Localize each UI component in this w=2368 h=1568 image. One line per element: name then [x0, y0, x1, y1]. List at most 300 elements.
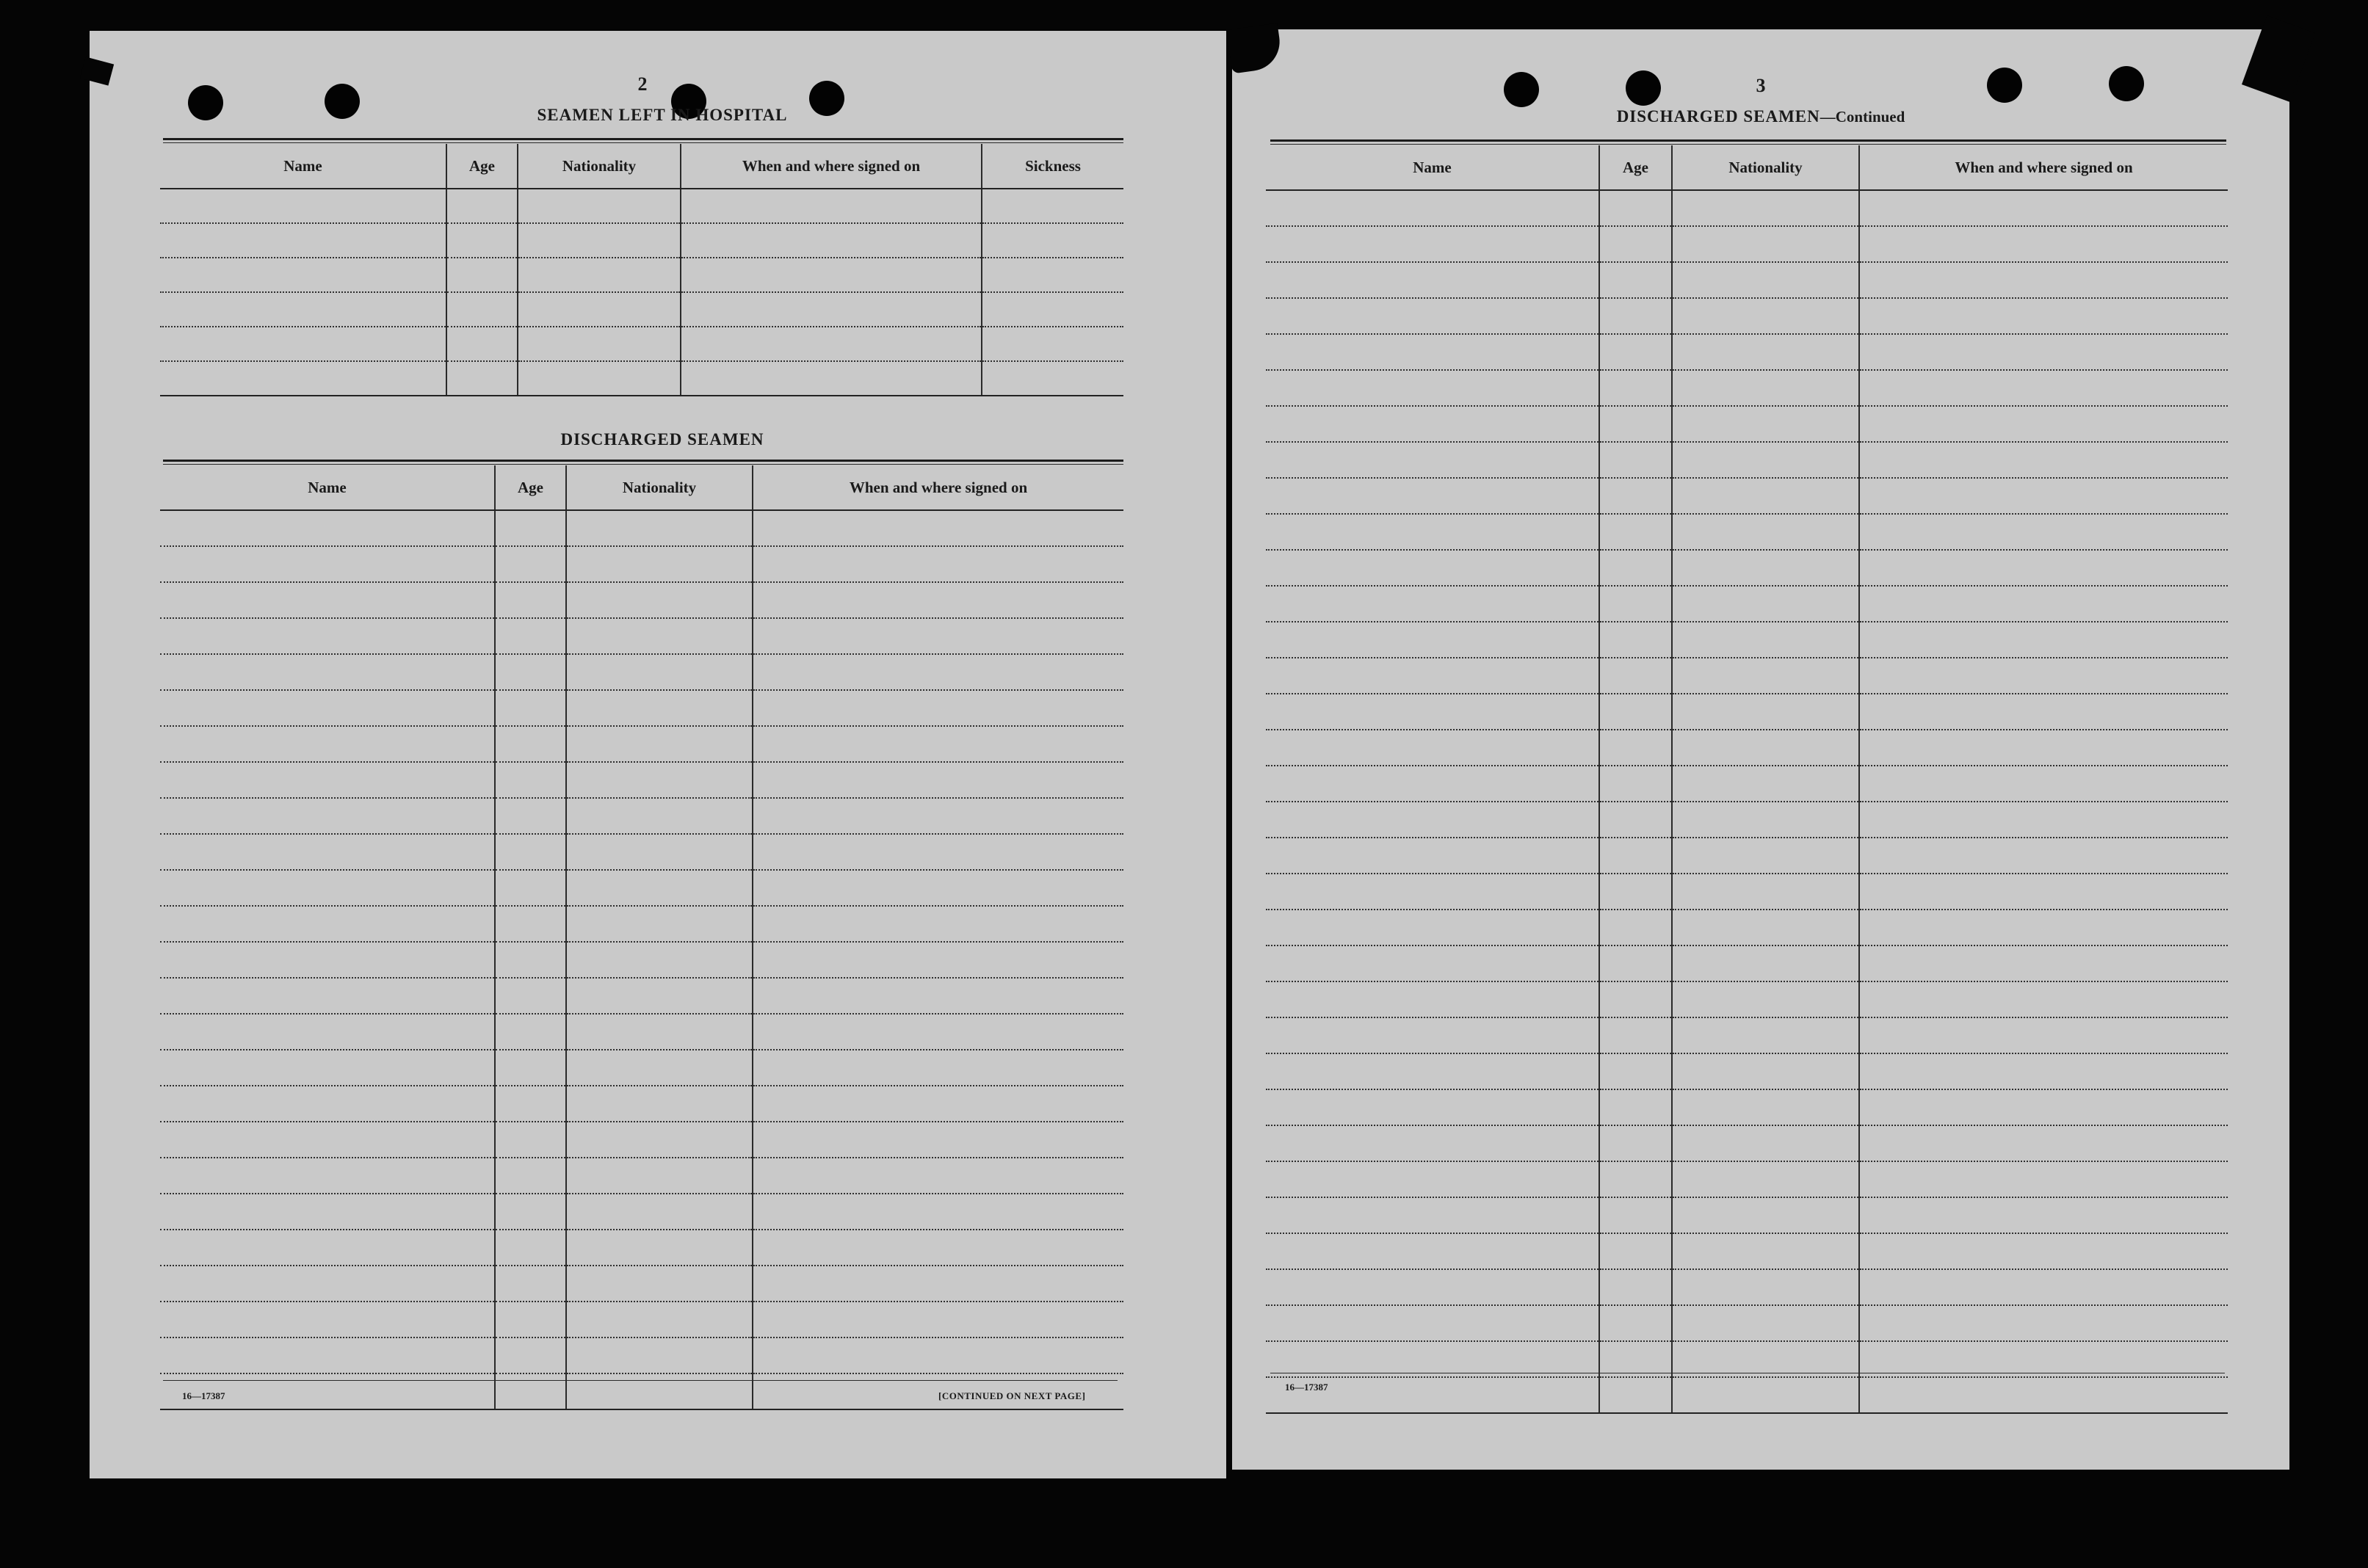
blank-cell [1672, 910, 1859, 945]
blank-cell [495, 1086, 566, 1122]
blank-cell [160, 223, 446, 258]
blank-cell [1672, 658, 1859, 694]
blank-cell [1266, 1017, 1599, 1053]
blank-cell [160, 1194, 495, 1230]
blank-cell [1599, 298, 1672, 334]
blank-cell [1859, 1269, 2228, 1305]
blank-cell [566, 1302, 753, 1337]
blank-cell [495, 762, 566, 798]
punch-hole [2109, 66, 2144, 101]
table-row [1266, 1017, 2228, 1053]
table-row [160, 618, 1123, 654]
table-row [160, 726, 1123, 762]
heading-rule-thin [1270, 144, 2226, 145]
blank-cell [1266, 1125, 1599, 1161]
blank-cell [753, 834, 1123, 870]
blank-cell [1266, 1233, 1599, 1269]
blank-cell [1859, 766, 2228, 802]
blank-cell [1672, 874, 1859, 910]
blank-cell [446, 361, 518, 396]
blank-cell [160, 1302, 495, 1337]
table-row [1266, 1125, 2228, 1161]
table-row [1266, 874, 2228, 910]
blank-cell [982, 258, 1123, 292]
blank-cell [1672, 406, 1859, 442]
blank-cell [160, 510, 495, 546]
blank-cell [1599, 442, 1672, 478]
blank-cell [1599, 226, 1672, 262]
blank-cell [160, 690, 495, 726]
blank-cell [1859, 586, 2228, 622]
blank-cell [1672, 370, 1859, 406]
blank-cell [495, 510, 566, 546]
blank-cell [495, 1014, 566, 1050]
blank-cell [160, 834, 495, 870]
blank-cell [495, 1337, 566, 1373]
blank-cell [566, 798, 753, 834]
table-row [160, 223, 1123, 258]
table-row [1266, 1053, 2228, 1089]
blank-cell [495, 546, 566, 582]
table-row [160, 582, 1123, 618]
blank-cell [1859, 406, 2228, 442]
table-row [1266, 658, 2228, 694]
blank-cell [982, 223, 1123, 258]
col-header-age: Age [446, 144, 518, 189]
blank-cell [495, 942, 566, 978]
blank-cell [566, 1014, 753, 1050]
blank-cell [1672, 1161, 1859, 1197]
blank-cell [1266, 1053, 1599, 1089]
table-row [1266, 550, 2228, 586]
blank-cell [1266, 370, 1599, 406]
table-row [160, 690, 1123, 726]
col-header-nationality: Nationality [1672, 145, 1859, 190]
table-row [160, 361, 1123, 396]
table-row [160, 870, 1123, 906]
blank-cell [1266, 802, 1599, 838]
table-row [1266, 910, 2228, 945]
blank-cell [495, 1266, 566, 1302]
table-row [1266, 442, 2228, 478]
blank-cell [566, 546, 753, 582]
blank-cell [160, 258, 446, 292]
table-row [1266, 622, 2228, 658]
blank-cell [160, 618, 495, 654]
blank-cell [160, 361, 446, 396]
table-row [1266, 298, 2228, 334]
blank-cell [1266, 190, 1599, 226]
col-header-name: Name [1266, 145, 1599, 190]
blank-cell [1859, 1341, 2228, 1377]
blank-cell [1859, 1161, 2228, 1197]
blank-cell [753, 798, 1123, 834]
blank-cell [160, 1337, 495, 1373]
col-header-age: Age [1599, 145, 1672, 190]
blank-cell [1266, 1089, 1599, 1125]
blank-cell [1599, 514, 1672, 550]
footer-rule [163, 1380, 1118, 1381]
blank-cell [566, 582, 753, 618]
table-row [1266, 1089, 2228, 1125]
blank-cell [160, 1050, 495, 1086]
blank-cell [1672, 442, 1859, 478]
blank-cell [518, 292, 681, 327]
blank-cell [1266, 910, 1599, 945]
table-row [160, 1337, 1123, 1373]
blank-cell [753, 978, 1123, 1014]
blank-cell [753, 1266, 1123, 1302]
blank-cell [1266, 550, 1599, 586]
blank-cell [982, 327, 1123, 361]
punch-hole [325, 84, 360, 119]
blank-cell [1599, 406, 1672, 442]
blank-cell [753, 906, 1123, 942]
blank-cell [1266, 1305, 1599, 1341]
blank-cell [1266, 298, 1599, 334]
blank-cell [1672, 226, 1859, 262]
right-page [1232, 29, 2289, 1470]
table-row [1266, 478, 2228, 514]
blank-cell [160, 546, 495, 582]
table-row [160, 292, 1123, 327]
blank-cell [1672, 1017, 1859, 1053]
blank-cell [566, 978, 753, 1014]
blank-cell [1859, 1197, 2228, 1233]
blank-cell [1672, 550, 1859, 586]
blank-cell [446, 292, 518, 327]
hospital-section-title: SEAMEN LEFT IN HOSPITAL [537, 106, 788, 124]
blank-cell [566, 510, 753, 546]
blank-cell [1599, 262, 1672, 298]
blank-cell [160, 1158, 495, 1194]
blank-cell [1599, 550, 1672, 586]
blank-cell [1672, 1197, 1859, 1233]
blank-cell [753, 1158, 1123, 1194]
blank-cell [1859, 262, 2228, 298]
blank-cell [1672, 1089, 1859, 1125]
blank-cell [982, 292, 1123, 327]
col-header-signed-on: When and where signed on [753, 465, 1123, 510]
blank-cell [982, 361, 1123, 396]
torn-edge [1226, 23, 1283, 73]
blank-cell [753, 1230, 1123, 1266]
blank-cell [1672, 694, 1859, 730]
blank-cell [566, 942, 753, 978]
blank-cell [160, 654, 495, 690]
blank-cell [753, 1302, 1123, 1337]
punch-hole [188, 85, 223, 120]
blank-cell [160, 292, 446, 327]
blank-cell [1266, 514, 1599, 550]
blank-cell [1672, 298, 1859, 334]
table-row [160, 1050, 1123, 1086]
table-row [1266, 586, 2228, 622]
blank-cell [1266, 945, 1599, 981]
blank-cell [1599, 1125, 1672, 1161]
torn-corner [2242, 15, 2315, 102]
blank-cell [1672, 1125, 1859, 1161]
col-header-name: Name [160, 144, 446, 189]
blank-cell [566, 1194, 753, 1230]
blank-cell [753, 582, 1123, 618]
table-row [1266, 802, 2228, 838]
table-row [1266, 1377, 2228, 1413]
form-number: 16—17387 [1285, 1382, 1328, 1393]
blank-cell [446, 327, 518, 361]
blank-cell [160, 189, 446, 223]
blank-cell [1599, 622, 1672, 658]
blank-cell [1859, 838, 2228, 874]
blank-cell [753, 726, 1123, 762]
blank-cell [1599, 802, 1672, 838]
blank-cell [753, 510, 1123, 546]
blank-cell [1266, 766, 1599, 802]
col-header-nationality: Nationality [518, 144, 681, 189]
blank-cell [495, 1122, 566, 1158]
blank-cell [1859, 334, 2228, 370]
blank-cell [1599, 910, 1672, 945]
blank-cell [1672, 478, 1859, 514]
blank-cell [160, 906, 495, 942]
blank-cell [681, 189, 982, 223]
form-number: 16—17387 [182, 1390, 225, 1401]
table-row [160, 942, 1123, 978]
blank-cell [1599, 1161, 1672, 1197]
page-number: 3 [1756, 75, 1766, 96]
blank-cell [518, 189, 681, 223]
blank-cell [1266, 1197, 1599, 1233]
table-row [1266, 406, 2228, 442]
blank-cell [1859, 874, 2228, 910]
blank-cell [1672, 945, 1859, 981]
table-row [160, 510, 1123, 546]
blank-cell [1859, 1377, 2228, 1413]
table-row [160, 1122, 1123, 1158]
blank-cell [1266, 262, 1599, 298]
table-row [1266, 370, 2228, 406]
table-row [160, 1266, 1123, 1302]
blank-cell [495, 906, 566, 942]
blank-cell [753, 942, 1123, 978]
blank-cell [518, 327, 681, 361]
blank-cell [1266, 694, 1599, 730]
blank-cell [495, 582, 566, 618]
table-row [1266, 1161, 2228, 1197]
blank-cell [495, 1158, 566, 1194]
blank-cell [1599, 334, 1672, 370]
table-row [160, 1086, 1123, 1122]
title-main: DISCHARGED SEAMEN [1616, 107, 1820, 126]
table-row [1266, 766, 2228, 802]
blank-cell [1599, 1269, 1672, 1305]
blank-cell [1599, 586, 1672, 622]
blank-cell [1599, 766, 1672, 802]
table-row [160, 1194, 1123, 1230]
blank-cell [1672, 514, 1859, 550]
blank-cell [160, 870, 495, 906]
blank-cell [1599, 1053, 1672, 1089]
table-row [160, 654, 1123, 690]
blank-cell [160, 798, 495, 834]
blank-cell [1672, 262, 1859, 298]
title-suffix: —Continued [1820, 108, 1905, 126]
torn-corner [80, 57, 114, 85]
blank-cell [1859, 550, 2228, 586]
blank-cell [160, 726, 495, 762]
blank-cell [1266, 1269, 1599, 1305]
blank-cell [753, 762, 1123, 798]
blank-cell [1599, 838, 1672, 874]
discharged-section-title: DISCHARGED SEAMEN [560, 430, 764, 449]
blank-cell [1266, 838, 1599, 874]
blank-cell [1859, 981, 2228, 1017]
table-row [1266, 730, 2228, 766]
blank-cell [1672, 622, 1859, 658]
hospital-table [160, 144, 1123, 396]
blank-cell [1672, 1341, 1859, 1377]
blank-cell [160, 1230, 495, 1266]
blank-cell [1859, 658, 2228, 694]
blank-cell [566, 654, 753, 690]
table-row [1266, 838, 2228, 874]
col-header-name: Name [160, 465, 495, 510]
blank-cell [566, 1158, 753, 1194]
blank-cell [566, 906, 753, 942]
table-row [160, 327, 1123, 361]
blank-cell [1859, 1125, 2228, 1161]
page-number: 2 [637, 73, 648, 95]
heading-rule [1270, 139, 2226, 142]
blank-cell [566, 726, 753, 762]
table-row [160, 189, 1123, 223]
table-row [1266, 981, 2228, 1017]
blank-cell [495, 1373, 566, 1409]
blank-cell [1599, 190, 1672, 226]
blank-cell [1859, 802, 2228, 838]
table-row [1266, 1305, 2228, 1341]
blank-cell [1599, 658, 1672, 694]
blank-cell [1859, 1233, 2228, 1269]
blank-cell [753, 1122, 1123, 1158]
blank-cell [1599, 945, 1672, 981]
blank-cell [1599, 370, 1672, 406]
blank-cell [566, 1337, 753, 1373]
blank-cell [681, 292, 982, 327]
blank-cell [566, 1122, 753, 1158]
heading-rule-thin [163, 464, 1123, 465]
blank-cell [1859, 1053, 2228, 1089]
blank-cell [566, 834, 753, 870]
blank-cell [753, 618, 1123, 654]
table-row [1266, 190, 2228, 226]
table-row [1266, 1341, 2228, 1377]
blank-cell [1266, 478, 1599, 514]
blank-cell [446, 223, 518, 258]
table-row [1266, 334, 2228, 370]
blank-cell [160, 1014, 495, 1050]
blank-cell [495, 1230, 566, 1266]
blank-cell [160, 762, 495, 798]
blank-cell [1672, 1269, 1859, 1305]
blank-cell [1266, 730, 1599, 766]
blank-cell [753, 1014, 1123, 1050]
blank-cell [1266, 334, 1599, 370]
blank-cell [753, 654, 1123, 690]
blank-cell [446, 189, 518, 223]
blank-cell [566, 762, 753, 798]
discharged-continued-title [1467, 107, 2054, 126]
heading-rule [163, 460, 1123, 462]
blank-cell [566, 618, 753, 654]
blank-cell [1266, 226, 1599, 262]
blank-cell [495, 726, 566, 762]
blank-cell [753, 870, 1123, 906]
blank-cell [1599, 1233, 1672, 1269]
blank-cell [753, 1050, 1123, 1086]
blank-cell [1599, 1089, 1672, 1125]
blank-cell [1672, 981, 1859, 1017]
blank-cell [518, 258, 681, 292]
blank-cell [1599, 730, 1672, 766]
blank-cell [495, 1302, 566, 1337]
table-row [160, 546, 1123, 582]
blank-cell [1672, 802, 1859, 838]
col-header-signed-on: When and where signed on [681, 144, 982, 189]
blank-cell [1266, 1341, 1599, 1377]
blank-cell [1859, 298, 2228, 334]
blank-cell [566, 1373, 753, 1409]
blank-cell [1859, 622, 2228, 658]
blank-cell [1599, 1017, 1672, 1053]
blank-cell [495, 870, 566, 906]
blank-cell [518, 361, 681, 396]
table-row [1266, 694, 2228, 730]
blank-cell [566, 1086, 753, 1122]
punch-hole [1626, 70, 1661, 106]
blank-cell [1859, 370, 2228, 406]
blank-cell [1599, 1341, 1672, 1377]
heading-rule [163, 138, 1123, 140]
blank-cell [518, 223, 681, 258]
col-header-age: Age [495, 465, 566, 510]
blank-cell [1672, 730, 1859, 766]
blank-cell [1859, 190, 2228, 226]
blank-cell [1672, 586, 1859, 622]
continued-note: [CONTINUED ON NEXT PAGE] [938, 1390, 1086, 1401]
heading-rule-thin [163, 142, 1123, 143]
blank-cell [160, 327, 446, 361]
blank-cell [160, 582, 495, 618]
blank-cell [1672, 1305, 1859, 1341]
table-row [160, 1014, 1123, 1050]
table-row [160, 1230, 1123, 1266]
blank-cell [1672, 838, 1859, 874]
left-page [90, 31, 1226, 1478]
table-row [160, 762, 1123, 798]
blank-cell [1859, 694, 2228, 730]
blank-cell [1266, 1161, 1599, 1197]
blank-cell [495, 798, 566, 834]
blank-cell [1599, 694, 1672, 730]
table-row [1266, 262, 2228, 298]
blank-cell [495, 834, 566, 870]
blank-cell [160, 1122, 495, 1158]
table-row [1266, 945, 2228, 981]
blank-cell [1599, 981, 1672, 1017]
blank-cell [753, 690, 1123, 726]
blank-cell [681, 258, 982, 292]
